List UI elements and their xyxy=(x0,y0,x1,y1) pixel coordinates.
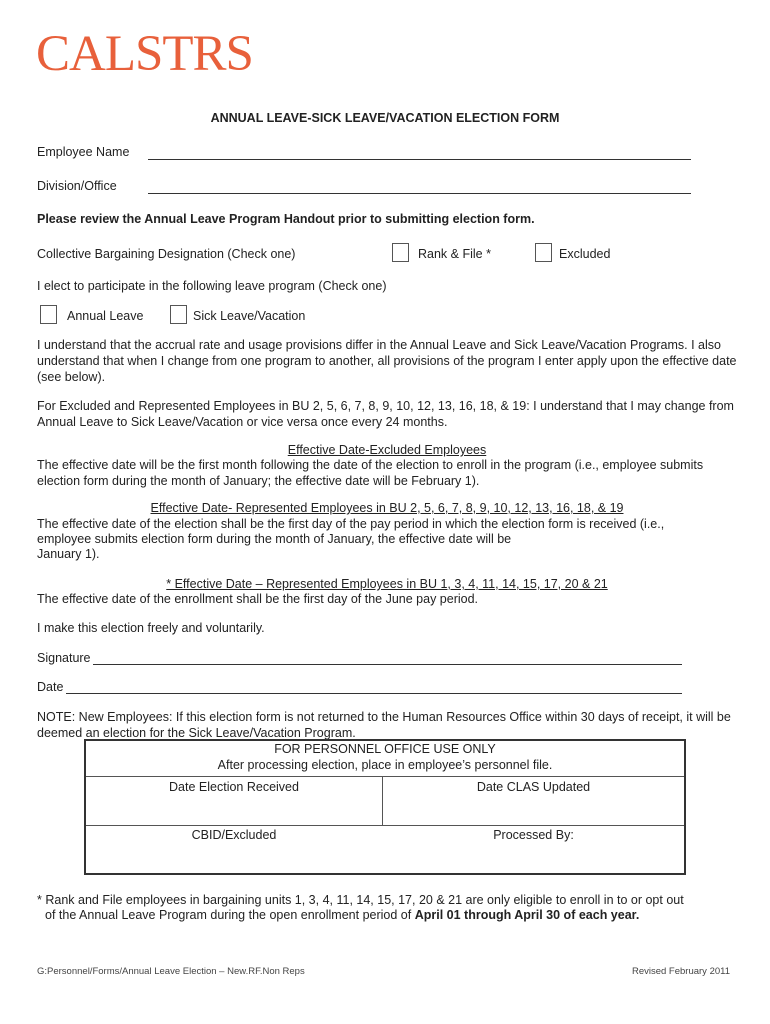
date-label: Date xyxy=(37,680,64,694)
form-title: ANNUAL LEAVE-SICK LEAVE/VACATION ELECTION FORM xyxy=(210,111,560,125)
excluded-checkbox[interactable] xyxy=(535,243,552,262)
footer-revised-date: Revised February 2011 xyxy=(631,966,730,977)
represented-effective-text-2: employee submits election form during the month of January, the effective date will be xyxy=(37,532,512,546)
change-paragraph: For Excluded and Represented Employees in BU 2, 5, 6, 7, 8, 9, 10, 12, 13, 16, 18, & 19: I understand that I may change from Annual Leave to Sick Leave/Vacation or vice versa once every 24 months. xyxy=(37,399,734,429)
bargaining-designation-label: Collective Bargaining Designation (Check one) xyxy=(37,247,296,261)
footnote-line-2-bold: April 01 through April 30 of each year. xyxy=(414,908,640,922)
processed-by-label: Processed By: xyxy=(493,828,574,842)
represented-effective-text-1: The effective date of the election shall be the first day of the pay period in which the election form is received (i.e., xyxy=(37,517,665,531)
sick-leave-checkbox[interactable] xyxy=(170,305,187,324)
review-notice: Please review the Annual Leave Program Handout prior to submitting election form. xyxy=(37,212,535,226)
excluded-effective-text: The effective date will be the first month following the date of the election to enroll in the program (i.e., employee submits election form during the month of January; the effective date will be February 1). xyxy=(37,458,704,488)
rank-file-checkbox[interactable] xyxy=(392,243,409,262)
rankfile-effective-text: The effective date of the enrollment shall be the first day of the June pay period. xyxy=(37,592,479,606)
box-divider xyxy=(86,776,684,777)
footnote-line-2-text: of the Annual Leave Program during the open enrollment period of xyxy=(45,908,415,922)
rank-file-label: Rank & File * xyxy=(418,247,491,261)
calstrs-logo: CALSTRS xyxy=(36,26,253,82)
represented-effective-heading: Effective Date- Represented Employees in BU 2, 5, 6, 7, 8, 9, 10, 12, 13, 16, 18, & 19 xyxy=(150,501,624,515)
signature-label: Signature xyxy=(37,651,91,665)
box-divider xyxy=(86,825,684,826)
voluntary-statement: I make this election freely and voluntarily. xyxy=(37,621,265,635)
annual-leave-checkbox[interactable] xyxy=(40,305,57,324)
excluded-label: Excluded xyxy=(559,247,611,261)
sick-leave-label: Sick Leave/Vacation xyxy=(193,309,306,323)
elect-program-label: I elect to participate in the following leave program (Check one) xyxy=(37,279,387,293)
annual-leave-label: Annual Leave xyxy=(67,309,144,323)
employee-name-label: Employee Name xyxy=(37,145,130,159)
cbid-excluded-label: CBID/Excluded xyxy=(191,828,277,842)
division-office-label: Division/Office xyxy=(37,179,117,193)
new-employee-note: NOTE: New Employees: If this election form is not returned to the Human Resources Office within 30 days of receipt, it will be deemed an election for the Sick Leave/Vacation Program. xyxy=(37,710,731,740)
personnel-office-subheading: After processing election, place in employee’s personnel file. xyxy=(217,758,553,772)
footnote-line-1: * Rank and File employees in bargaining units 1, 3, 4, 11, 14, 15, 17, 20 & 21 are only eligible to enroll in to or opt out xyxy=(37,893,684,907)
footer-file-path: G:Personnel/Forms/Annual Leave Election – New.RF.Non Reps xyxy=(37,966,305,977)
signature-field[interactable] xyxy=(93,664,682,665)
footnote-line-2 xyxy=(45,908,639,922)
date-clas-updated-label: Date CLAS Updated xyxy=(476,780,591,794)
represented-effective-text-3: January 1). xyxy=(37,547,100,561)
personnel-office-heading: FOR PERSONNEL OFFICE USE ONLY xyxy=(274,742,496,756)
date-field[interactable] xyxy=(66,693,682,694)
understand-paragraph: I understand that the accrual rate and usage provisions differ in the Annual Leave and Sick Leave/Vacation Programs. I also understand that when I change from one program to another, all provisions of the program I enter apply upon the effective date (see below). xyxy=(37,338,737,384)
excluded-effective-heading: Effective Date-Excluded Employees xyxy=(287,443,487,457)
division-office-field[interactable] xyxy=(148,193,691,194)
employee-name-field[interactable] xyxy=(148,159,691,160)
rankfile-effective-heading: * Effective Date – Represented Employees in BU 1, 3, 4, 11, 14, 15, 17, 20 & 21 xyxy=(166,577,608,591)
date-election-received-label: Date Election Received xyxy=(169,780,299,794)
